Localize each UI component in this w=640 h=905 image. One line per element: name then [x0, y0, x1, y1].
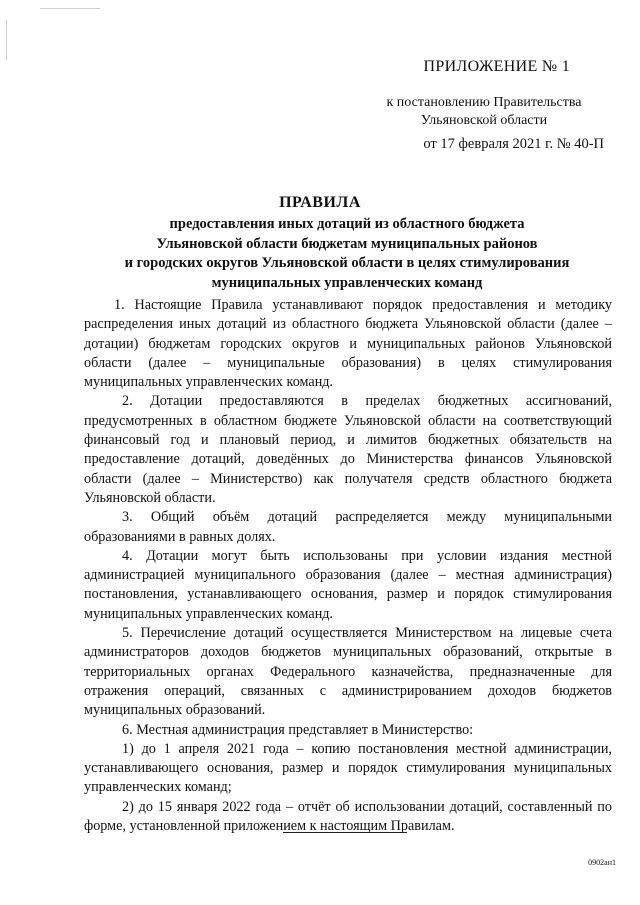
paragraph: 5. Перечисление дотаций осуществляется Министерством на лицевые счета администраторов доходов бюджетов муниципальных образований, открытые в территориальных органах Федерального казначейства, предназначенные для отражения операций, связанных с администрированием доходов бюджетов муниципальных образований.	[84, 625, 612, 719]
paragraph: 2) до 15 января 2022 года – отчёт об использовании дотаций, составленный по форме, установленной приложением к настоящим Правилам.	[84, 798, 612, 835]
subtitle-line: предоставления иных дотаций из областного бюджета	[169, 216, 525, 232]
scan-artifact	[40, 8, 100, 9]
end-separator-line	[283, 832, 407, 833]
document-title: ПРАВИЛА	[279, 194, 361, 211]
paragraph: 1) до 1 апреля 2021 года – копию постановления местной администрации, устанавливающего основания, размер и порядок стимулирования муниципальных управленческих команд;	[84, 740, 612, 796]
document-subtitle	[90, 215, 604, 293]
document-code: 0902ан1	[588, 858, 616, 867]
subtitle-line: и городских округов Ульяновской области в целях стимулирования	[124, 255, 570, 271]
subtitle-line: Ульяновской области бюджетам муниципальных районов	[156, 235, 538, 252]
appendix-label: ПРИЛОЖЕНИЕ № 1	[423, 58, 570, 75]
scan-artifact	[6, 20, 7, 60]
paragraph: 3. Общий объём дотаций распределяется между муниципальными образованиями в равных долях.	[84, 509, 612, 545]
document-body	[84, 296, 612, 836]
paragraph: 4. Дотации могут быть использованы при условии издания местной администрацией муниципального образования (далее – местная администрация) постановления, устанавливающего основания, размер и порядок стимулирования муниципальных управленческих команд.	[84, 547, 612, 622]
paragraph: 1. Настоящие Правила устанавливают порядок предоставления и методику распределения иных дотаций из областного бюджета Ульяновской области (далее – дотации) бюджетам городских округов и муниципальных районов Ульяновской области (далее – муниципальные образования) в целях стимулирования муниципальных управленческих команд.	[84, 297, 612, 391]
paragraph: 2. Дотации предоставляются в пределах бюджетных ассигнований, предусмотренных в областном бюджете Ульяновской области на соответствующий финансовый год и плановый период, и лимитов бюджетных обязательств на предоставление дотаций, доведённых до Министерства финансов Ульяновской области (далее – Министерство) как получателя средств областного бюджета Ульяновской области.	[84, 393, 612, 506]
resolution-reference: к постановлению Правительства	[386, 95, 582, 110]
resolution-date: от 17 февраля 2021 г. № 40-П	[423, 136, 604, 152]
subtitle-line: муниципальных управленческих команд	[211, 274, 483, 291]
resolution-region: Ульяновской области	[420, 113, 548, 128]
paragraph: 6. Местная администрация представляет в Министерство:	[122, 721, 474, 738]
